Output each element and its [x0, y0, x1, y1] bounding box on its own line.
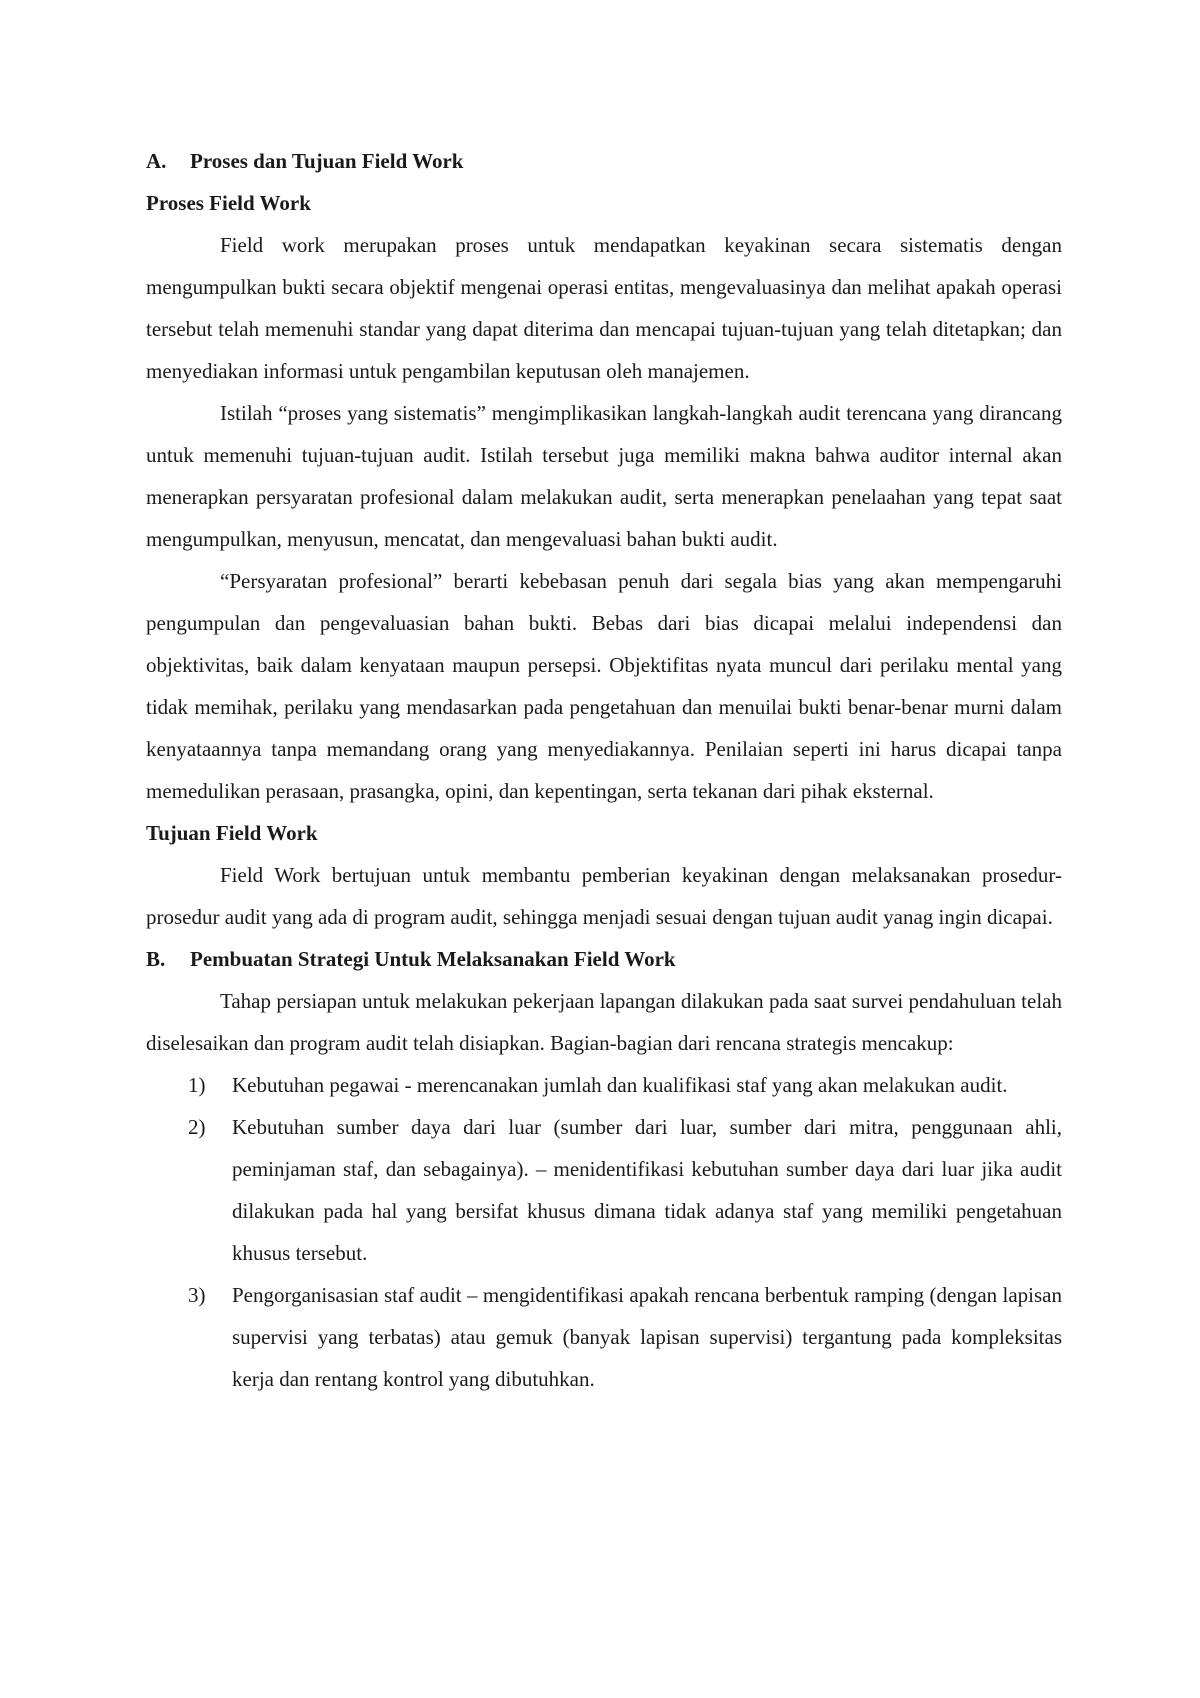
list-item-text: Pengorganisasian staf audit – mengidentifikasi apakah rencana berbentuk ramping (dengan lapisan supervisi yang terbatas) atau gemuk (banyak lapisan supervisi) tergantung pada kompleksitas kerja dan rentang kontrol yang dibutuhkan.	[232, 1283, 1062, 1391]
list-item-number: 1)	[188, 1073, 206, 1097]
list-item	[146, 1274, 1062, 1400]
section-a-heading	[146, 140, 1062, 182]
strategy-list	[146, 1064, 1062, 1400]
section-b-heading	[146, 938, 1062, 980]
paragraph: Field work merupakan proses untuk mendapatkan keyakinan secara sistematis dengan mengumpulkan bukti secara objektif mengenai operasi entitas, mengevaluasinya dan melihat apakah operasi tersebut telah memenuhi standar yang dapat diterima dan mencapai tujuan-tujuan yang telah ditetapkan; dan menyediakan informasi untuk pengambilan keputusan oleh manajemen.	[146, 233, 1062, 383]
subheading-tujuan: Tujuan Field Work	[146, 821, 318, 845]
paragraph: Istilah “proses yang sistematis” mengimplikasikan langkah-langkah audit terencana yang dirancang untuk memenuhi tujuan-tujuan audit. Istilah tersebut juga memiliki makna bahwa auditor internal akan menerapkan persyaratan profesional dalam melakukan audit, serta menerapkan penelaahan yang tepat saat mengumpulkan, menyusun, mencatat, dan mengevaluasi bahan bukti audit.	[146, 401, 1062, 551]
list-item-text: Kebutuhan sumber daya dari luar (sumber dari luar, sumber dari mitra, penggunaan ahli, peminjaman staf, dan sebagainya). – menidentifikasi kebutuhan sumber daya dari luar jika audit dilakukan pada hal yang bersifat khusus dimana tidak adanya staf yang memiliki pengetahuan khusus tersebut.	[232, 1115, 1062, 1265]
document-body	[146, 140, 1062, 1400]
list-item-number: 3)	[188, 1283, 206, 1307]
paragraph: Field Work bertujuan untuk membantu pemberian keyakinan dengan melaksanakan prosedur-prosedur audit yang ada di program audit, sehingga menjadi sesuai dengan tujuan audit yanag ingin dicapai.	[146, 863, 1062, 929]
list-item	[146, 1106, 1062, 1274]
section-a-title: Proses dan Tujuan Field Work	[190, 149, 464, 173]
list-item	[146, 1064, 1062, 1106]
paragraph: Tahap persiapan untuk melakukan pekerjaan lapangan dilakukan pada saat survei pendahuluan telah diselesaikan dan program audit telah disiapkan. Bagian-bagian dari rencana strategis mencakup:	[146, 989, 1062, 1055]
section-a-letter: A.	[146, 149, 167, 173]
section-b-title: Pembuatan Strategi Untuk Melaksanakan Field Work	[190, 947, 676, 971]
list-item-text: Kebutuhan pegawai - merencanakan jumlah dan kualifikasi staf yang akan melakukan audit.	[232, 1073, 1008, 1097]
section-b-letter: B.	[146, 947, 166, 971]
list-item-number: 2)	[188, 1115, 206, 1139]
subheading-proses: Proses Field Work	[146, 191, 311, 215]
paragraph: “Persyaratan profesional” berarti kebebasan penuh dari segala bias yang akan mempengaruhi pengumpulan dan pengevaluasian bahan bukti. Bebas dari bias dicapai melalui independensi dan objektivitas, baik dalam kenyataan maupun persepsi. Objektifitas nyata muncul dari perilaku mental yang tidak memihak, perilaku yang mendasarkan pada pengetahuan dan menuilai bukti benar-benar murni dalam kenyataannya tanpa memandang orang yang menyediakannya. Penilaian seperti ini harus dicapai tanpa memedulikan perasaan, prasangka, opini, dan kepentingan, serta tekanan dari pihak eksternal.	[146, 569, 1062, 803]
